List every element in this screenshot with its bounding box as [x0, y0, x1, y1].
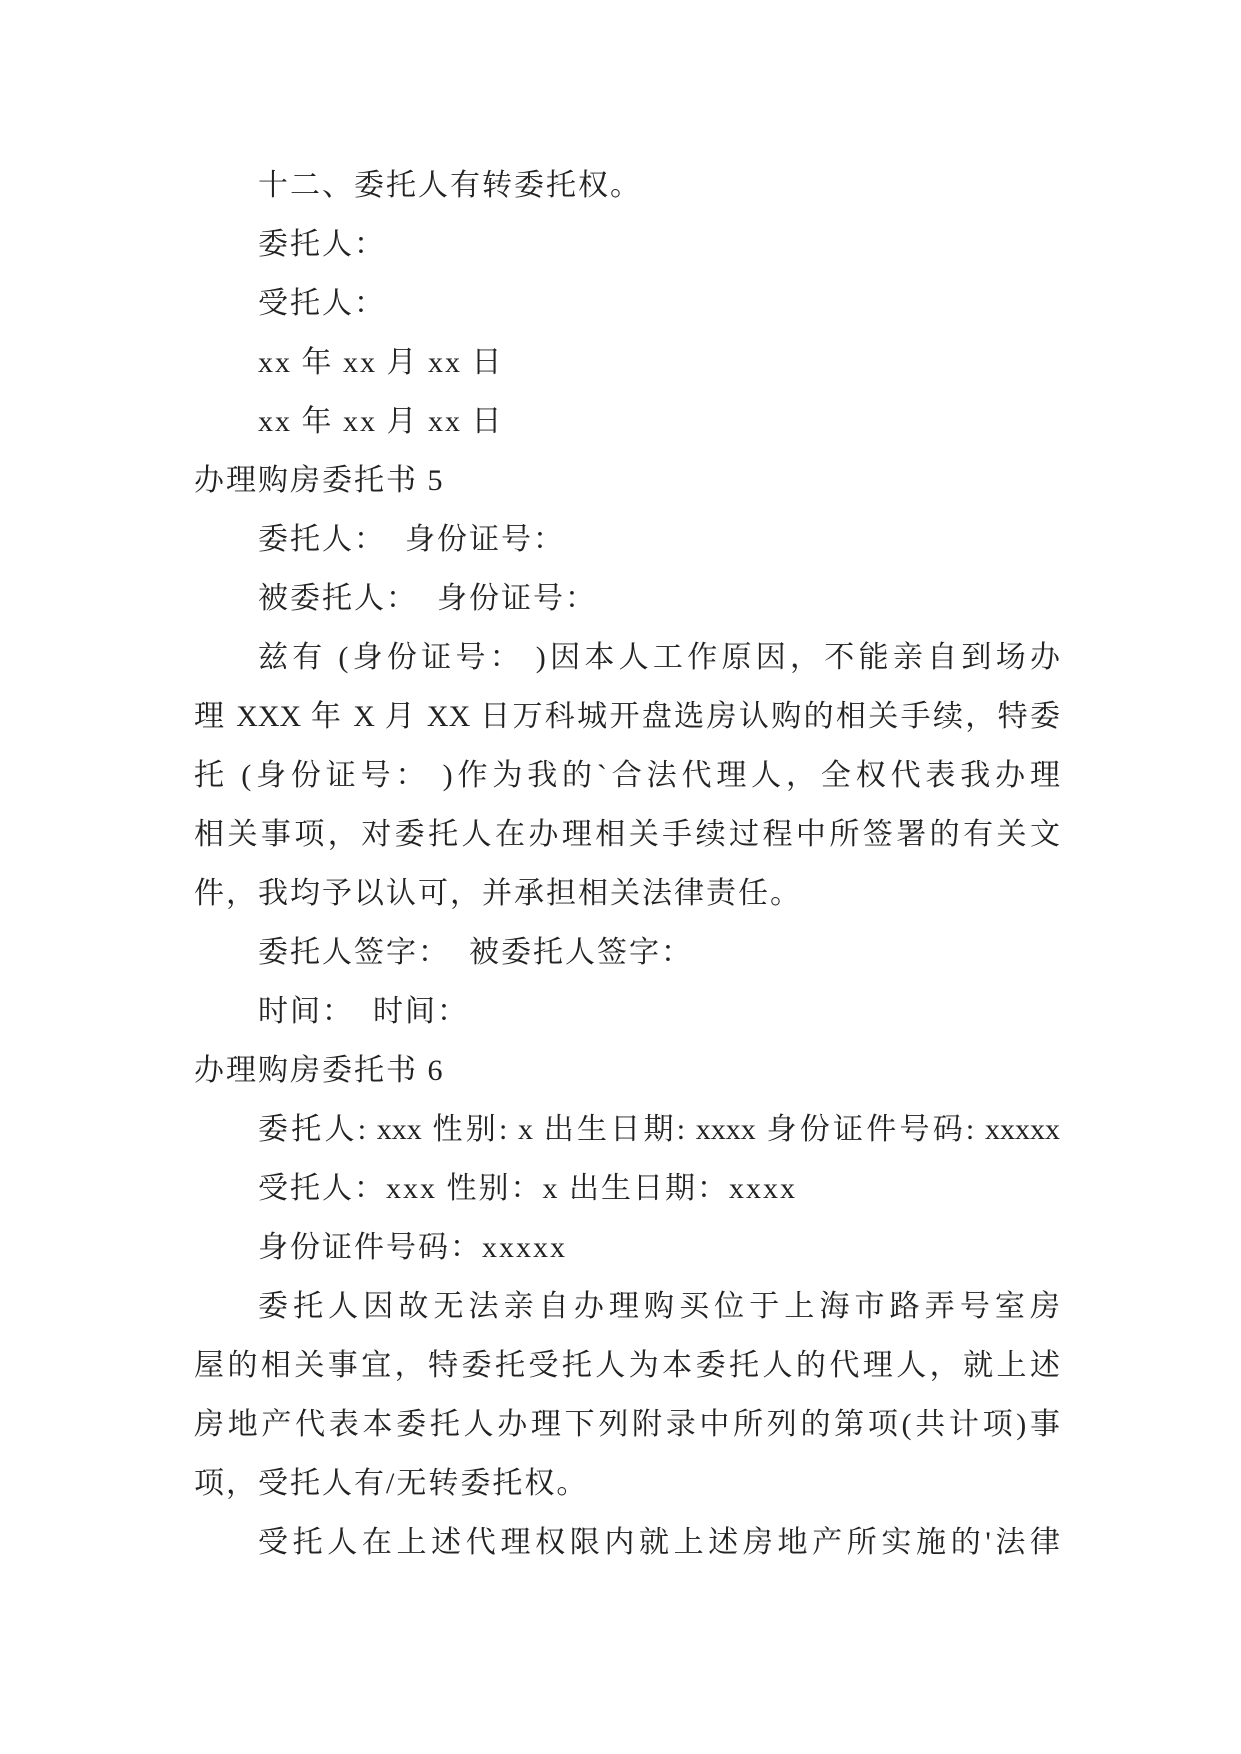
doc6-agent-id-line: 身份证件号码：xxxxx — [258, 1231, 567, 1264]
doc6-body-line: 屋的相关事宜，特委托受托人为本委托人的代理人，就上述 — [194, 1349, 1060, 1382]
doc5-body-line: 相关事项，对委托人在办理相关手续过程中所签署的有关文 — [194, 818, 1060, 851]
doc5-body-line: 托 (身份证号： )作为我的`合法代理人，全权代表我办理 — [194, 759, 1060, 792]
doc5-body-line: 件，我均予以认可，并承担相关法律责任。 — [194, 877, 802, 910]
agent-label: 受托人： — [258, 287, 386, 320]
clause-12: 十二、委托人有转委托权。 — [258, 169, 642, 202]
doc5-principal-line: 委托人： 身份证号： — [258, 523, 565, 556]
agent-date: xx 年 xx 月 xx 日 — [258, 405, 504, 438]
doc5-time-line: 时间： 时间： — [258, 995, 469, 1028]
doc6-body-line: 委托人因故无法亲自办理购买位于上海市路弄号室房 — [258, 1290, 1060, 1323]
doc5-body-line: 兹有 (身份证号： )因本人工作原因，不能亲自到场办 — [258, 641, 1060, 674]
doc6-agent-line: 受托人：xxx 性别：x 出生日期：xxxx — [258, 1172, 797, 1205]
document-text — [194, 156, 1060, 1572]
doc6-body-line: 项，受托人有/无转委托权。 — [194, 1467, 589, 1500]
doc6-principal-line: 委托人: xxx 性别: x 出生日期: xxxx 身份证件号码: xxxxx — [258, 1113, 1060, 1146]
doc5-signature-line: 委托人签字： 被委托人签字： — [258, 936, 693, 969]
doc5-agent-line: 被委托人： 身份证号： — [258, 582, 597, 615]
principal-label: 委托人： — [258, 228, 386, 261]
principal-date: xx 年 xx 月 xx 日 — [258, 346, 504, 379]
doc5-title: 办理购房委托书 5 — [194, 464, 445, 497]
doc6-title: 办理购房委托书 6 — [194, 1054, 445, 1087]
doc6-continuation-line: 受托人在上述代理权限内就上述房地产所实施的'法律 — [258, 1526, 1060, 1559]
doc5-body-line: 理 XXX 年 X 月 XX 日万科城开盘选房认购的相关手续，特委 — [194, 700, 1060, 733]
doc6-body-line: 房地产代表本委托人办理下列附录中所列的第项(共计项)事 — [194, 1408, 1060, 1441]
